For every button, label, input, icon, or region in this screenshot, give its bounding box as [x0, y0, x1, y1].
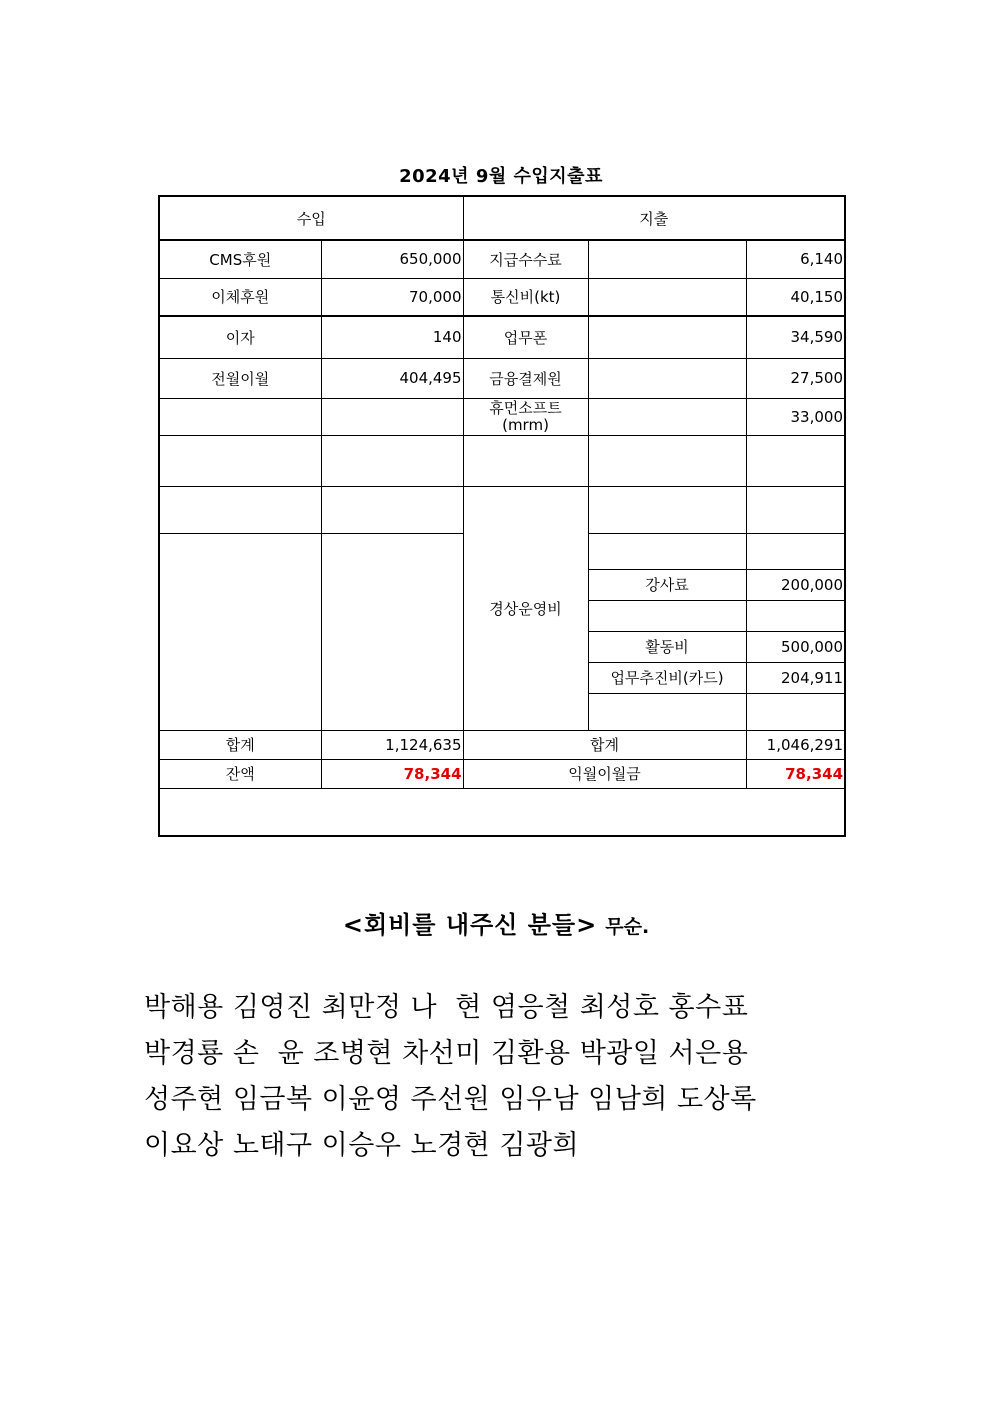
table-row	[159, 788, 845, 836]
empty-cell	[588, 435, 746, 486]
carryover-amount: 78,344	[746, 759, 845, 788]
donor-names	[144, 985, 844, 1169]
carryover-label: 익월이월금	[463, 759, 746, 788]
table-row	[159, 398, 845, 435]
empty-cell	[746, 693, 845, 730]
income-amount: 404,495	[321, 358, 463, 398]
income-amount: 70,000	[321, 278, 463, 316]
expense-label: 금융결제원	[463, 358, 588, 398]
donor-line: 이요상 노태구 이승우 노경현 김광희	[144, 1130, 580, 1161]
table-row	[159, 486, 845, 533]
donors-note: 무순.	[605, 916, 650, 938]
empty-cell	[463, 435, 588, 486]
expense-amount: 6,140	[746, 240, 845, 278]
empty-cell	[746, 435, 845, 486]
empty-cell	[321, 435, 463, 486]
income-total-amount: 1,124,635	[321, 730, 463, 759]
expense-amount: 34,590	[746, 316, 845, 358]
income-label: 이체후원	[159, 278, 321, 316]
income-expense-table	[158, 195, 846, 837]
table-row	[159, 435, 845, 486]
income-amount	[321, 398, 463, 435]
total-row	[159, 730, 845, 759]
operating-item-label: 업무추진비(카드)	[588, 662, 746, 693]
income-header: 수입	[159, 196, 463, 240]
income-amount: 650,000	[321, 240, 463, 278]
expense-total-label: 합계	[463, 730, 746, 759]
expense-amount: 27,500	[746, 358, 845, 398]
expense-header: 지출	[463, 196, 845, 240]
table-row	[159, 316, 845, 358]
expense-label: 휴먼소프트 (mrm)	[463, 398, 588, 435]
empty-cell	[588, 533, 746, 569]
empty-cell	[746, 533, 845, 569]
empty-cell	[321, 486, 463, 533]
empty-cell	[588, 316, 746, 358]
operating-item-amount: 200,000	[746, 569, 845, 600]
page-title: 2024년 9월 수입지출표	[399, 166, 603, 187]
empty-cell	[588, 486, 746, 533]
expense-amount: 33,000	[746, 398, 845, 435]
empty-cell	[746, 600, 845, 631]
balance-label: 잔액	[159, 759, 321, 788]
expense-label: 지급수수료	[463, 240, 588, 278]
income-amount: 140	[321, 316, 463, 358]
empty-cell	[746, 486, 845, 533]
operating-item-amount: 204,911	[746, 662, 845, 693]
operating-item-label: 활동비	[588, 631, 746, 662]
empty-cell	[321, 533, 463, 730]
expense-total-amount: 1,046,291	[746, 730, 845, 759]
empty-cell	[588, 398, 746, 435]
operating-item-label: 강사료	[588, 569, 746, 600]
empty-cell	[159, 435, 321, 486]
operating-expense-label: 경상운영비	[463, 486, 588, 730]
income-label	[159, 398, 321, 435]
table-row	[159, 358, 845, 398]
table-row	[159, 278, 845, 316]
empty-cell	[588, 600, 746, 631]
balance-amount: 78,344	[321, 759, 463, 788]
income-label: 전월이월	[159, 358, 321, 398]
empty-cell	[588, 693, 746, 730]
table-row	[159, 240, 845, 278]
expense-label: 통신비(kt)	[463, 278, 588, 316]
expense-amount: 40,150	[746, 278, 845, 316]
donors-heading	[0, 905, 992, 940]
donors-heading-text: <회비를 내주신 분들>	[342, 911, 598, 939]
expense-label: 업무폰	[463, 316, 588, 358]
empty-cell	[159, 533, 321, 730]
income-total-label: 합계	[159, 730, 321, 759]
operating-item-amount: 500,000	[746, 631, 845, 662]
empty-cell	[588, 278, 746, 316]
donor-line: 성주현 임금복 이윤영 주선원 임우남 임남희 도상록	[144, 1084, 757, 1115]
balance-row	[159, 759, 845, 788]
empty-cell	[159, 788, 845, 836]
empty-cell	[159, 486, 321, 533]
income-label: CMS후원	[159, 240, 321, 278]
donor-line: 박해용 김영진 최만정 나 현 염응철 최성호 홍수표	[144, 992, 749, 1023]
empty-cell	[588, 358, 746, 398]
empty-cell	[588, 240, 746, 278]
donor-line: 박경룡 손 윤 조병현 차선미 김환용 박광일 서은용	[144, 1038, 749, 1069]
income-label: 이자	[159, 316, 321, 358]
